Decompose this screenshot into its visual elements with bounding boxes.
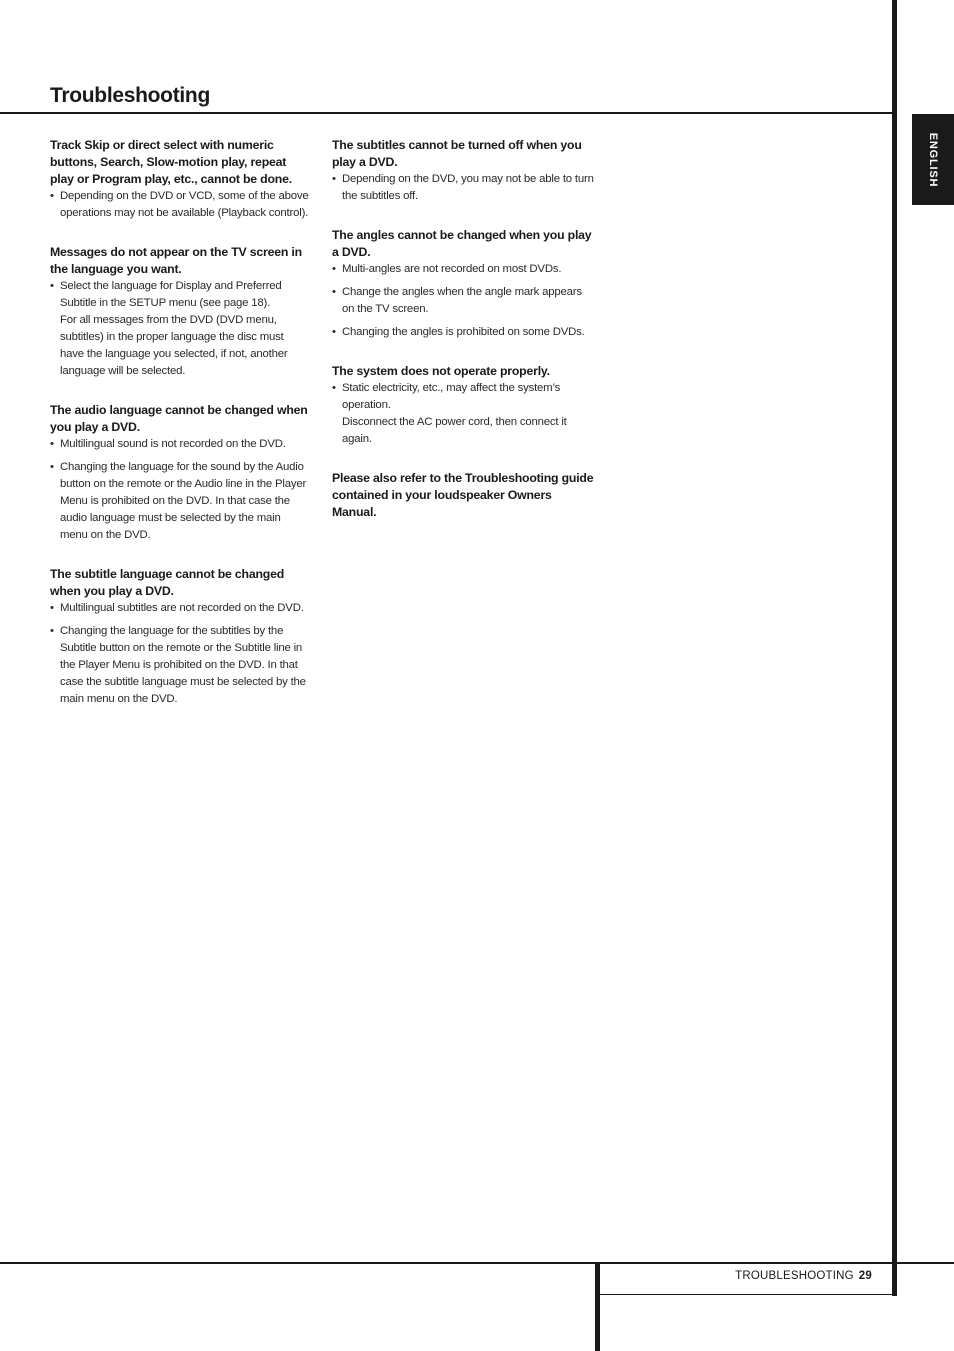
bullet-item: • Changing the language for the subtitles by the Subtitle button on the remote or the Subtitle line in the Player Menu is prohibited on the DVD. In that case the subtitle language must be selected by the main menu on the DVD.	[50, 623, 310, 708]
footer-underline	[600, 1294, 894, 1295]
bullet-item: • Changing the angles is prohibited on some DVDs.	[332, 324, 594, 341]
section-heading: The angles cannot be changed when you play a DVD.	[332, 228, 592, 259]
footer-divider-bar	[595, 1262, 600, 1351]
trouble-section	[50, 402, 310, 544]
bullet-item: • Depending on the DVD, you may not be able to turn the subtitles off.	[332, 171, 594, 205]
section-heading: The subtitles cannot be turned off when you play a DVD.	[332, 138, 582, 169]
trouble-section	[50, 566, 310, 708]
closing-note: Please also refer to the Troubleshooting guide contained in your loudspeaker Owners Manual.	[332, 471, 594, 519]
trouble-section	[332, 363, 594, 448]
bullet-item: • Changing the language for the sound by the Audio button on the remote or the Audio line in the Player Menu is prohibited on the DVD. In that case the audio language must be selected by the main menu on the DVD.	[50, 459, 310, 544]
section-heading: The subtitle language cannot be changed when you play a DVD.	[50, 567, 285, 598]
bullet-item: • Depending on the DVD or VCD, some of the above operations may not be available (Playback control).	[50, 188, 310, 222]
page-number: 29	[858, 1270, 872, 1282]
column-right	[332, 137, 594, 521]
bullet-item: • Select the language for Display and Preferred Subtitle in the SETUP menu (see page 18). For all messages from the DVD (DVD menu, subtitles) in the proper language the disc must have the language you selected, if not, another language will be selected.	[50, 278, 310, 380]
page-title: Troubleshooting	[50, 84, 210, 107]
bullet-item: • Multilingual subtitles are not recorded on the DVD.	[50, 600, 310, 617]
column-left	[50, 137, 310, 730]
bullet-item: • Multilingual sound is not recorded on the DVD.	[50, 436, 310, 453]
right-margin-bar	[892, 0, 897, 1296]
trouble-section	[332, 137, 594, 205]
section-heading: Track Skip or direct select with numeric buttons, Search, Slow-motion play, repeat play or Program play, etc., cannot be done.	[50, 138, 292, 186]
section-heading: The system does not operate properly.	[332, 364, 550, 378]
bullet-continuation: Disconnect the AC power cord, then connect it again.	[342, 416, 567, 445]
page-footer	[735, 1270, 872, 1282]
trouble-section	[50, 244, 310, 380]
bullet-item: • Static electricity, etc., may affect the system’s operation. Disconnect the AC power cord, then connect it again.	[332, 380, 594, 448]
trouble-section	[332, 227, 594, 341]
bullet-continuation: For all messages from the DVD (DVD menu, subtitles) in the proper language the disc must have the language you selected, if not, another language will be selected.	[60, 314, 288, 377]
section-heading: Messages do not appear on the TV screen in the language you want.	[50, 245, 302, 276]
language-tab-label: ENGLISH	[927, 132, 939, 187]
language-tab	[912, 114, 954, 205]
header-rule	[0, 112, 894, 114]
footer-rule	[0, 1262, 954, 1264]
section-heading: The audio language cannot be changed when you play a DVD.	[50, 403, 308, 434]
trouble-section	[50, 137, 310, 222]
bullet-item: • Multi-angles are not recorded on most DVDs.	[332, 261, 594, 278]
footer-section-label: TROUBLESHOOTING	[735, 1270, 854, 1282]
bullet-item: • Change the angles when the angle mark appears on the TV screen.	[332, 284, 594, 318]
